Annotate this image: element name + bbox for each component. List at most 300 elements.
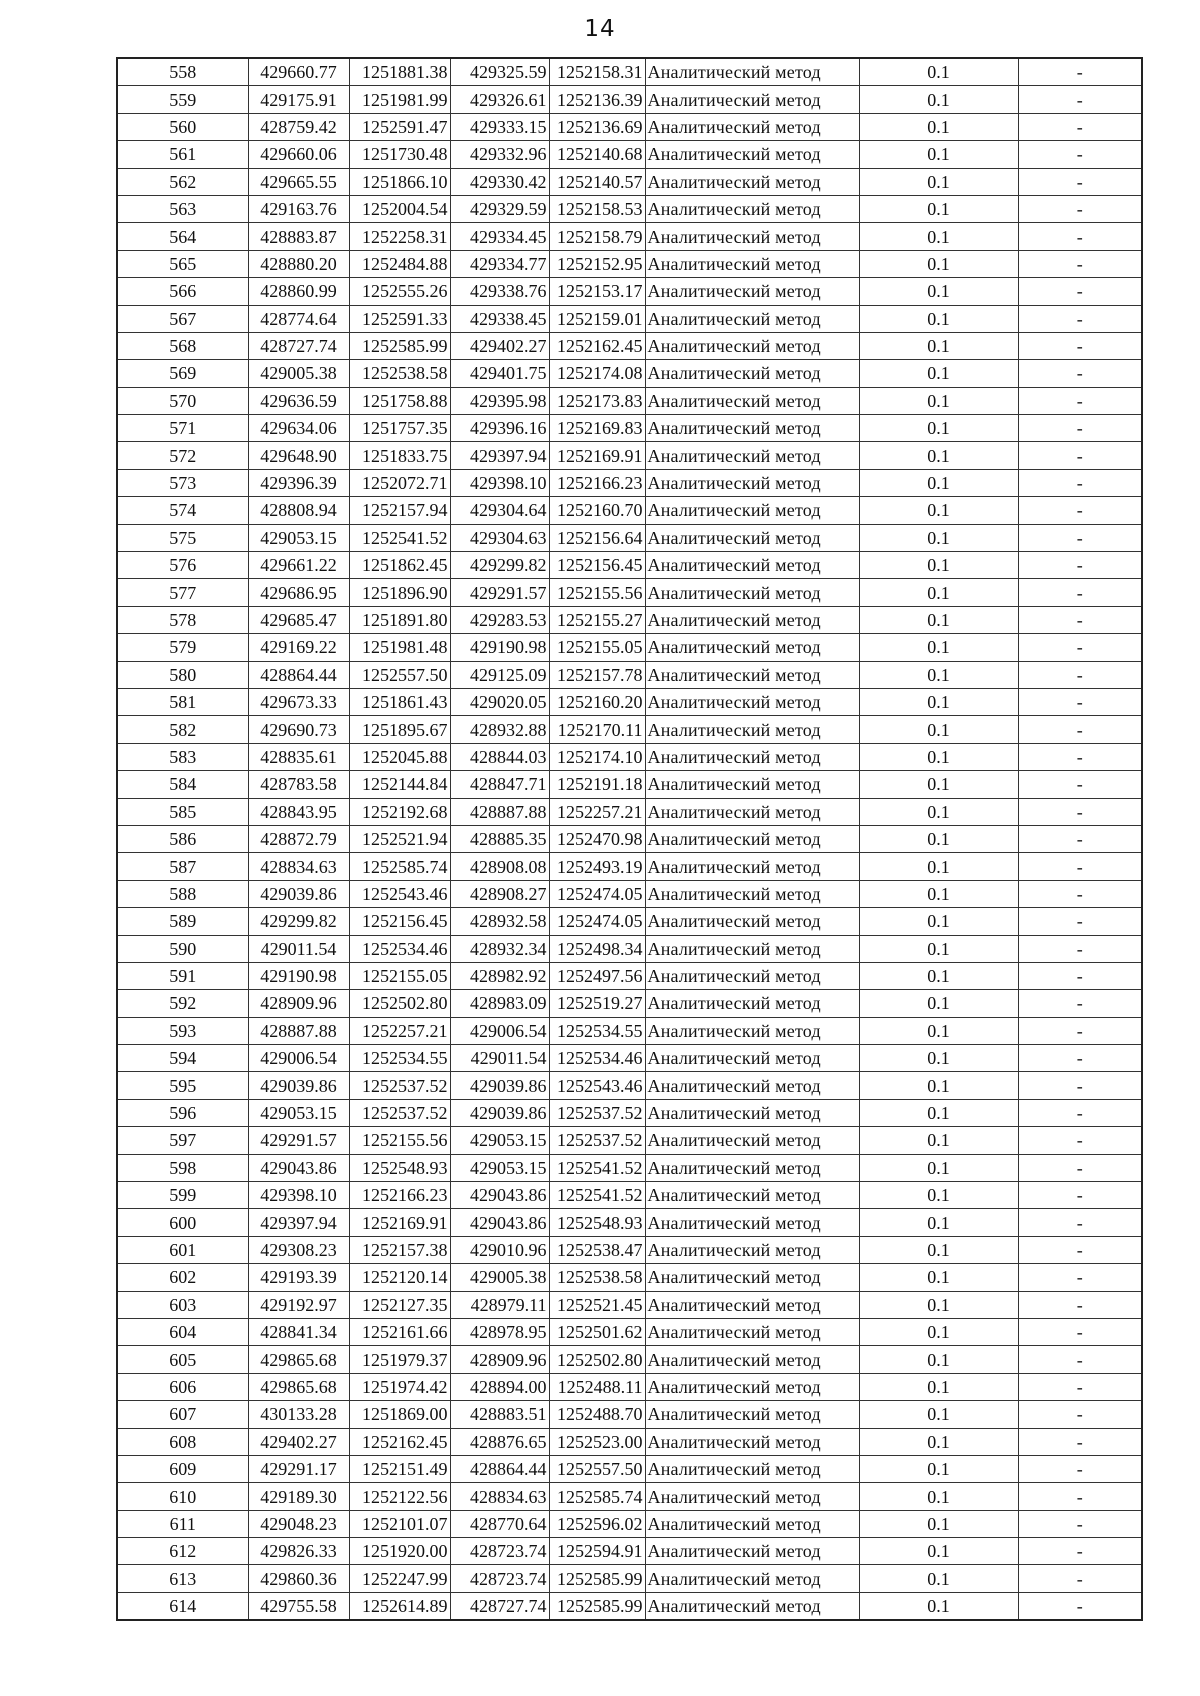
note-cell: - [1018,1045,1142,1072]
table-row [117,1346,1142,1373]
accuracy-cell: 0.1 [859,634,1018,661]
accuracy-cell: 0.1 [859,141,1018,168]
y-start-cell: 1251862.45 [349,552,450,579]
y-end-cell: 1252136.69 [549,113,645,140]
x-start-cell: 429291.17 [248,1455,349,1482]
y-start-cell: 1251891.80 [349,606,450,633]
y-end-cell: 1252523.00 [549,1428,645,1455]
x-start-cell: 428834.63 [248,853,349,880]
y-start-cell: 1252169.91 [349,1209,450,1236]
x-start-cell: 429011.54 [248,935,349,962]
table-row [117,661,1142,688]
table-row [117,1209,1142,1236]
note-cell: - [1018,1072,1142,1099]
x-start-cell: 428759.42 [248,113,349,140]
x-end-cell: 428723.74 [450,1565,549,1592]
x-end-cell: 428834.63 [450,1483,549,1510]
x-start-cell: 429053.15 [248,1099,349,1126]
point-number-cell: 614 [117,1592,248,1620]
note-cell: - [1018,415,1142,442]
method-cell: Аналитический метод [645,223,859,250]
y-start-cell: 1252541.52 [349,524,450,551]
accuracy-cell: 0.1 [859,86,1018,113]
point-number-cell: 600 [117,1209,248,1236]
note-cell: - [1018,908,1142,935]
method-cell: Аналитический метод [645,716,859,743]
note-cell: - [1018,1592,1142,1620]
x-start-cell: 429396.39 [248,469,349,496]
table-row [117,223,1142,250]
accuracy-cell: 0.1 [859,1346,1018,1373]
point-number-cell: 582 [117,716,248,743]
point-number-cell: 561 [117,141,248,168]
point-number-cell: 565 [117,250,248,277]
y-end-cell: 1252534.55 [549,1017,645,1044]
accuracy-cell: 0.1 [859,250,1018,277]
y-end-cell: 1252470.98 [549,825,645,852]
y-end-cell: 1252153.17 [549,278,645,305]
y-start-cell: 1252258.31 [349,223,450,250]
x-end-cell: 428978.95 [450,1318,549,1345]
y-start-cell: 1251833.75 [349,442,450,469]
accuracy-cell: 0.1 [859,1318,1018,1345]
table-row [117,743,1142,770]
y-start-cell: 1252151.49 [349,1455,450,1482]
note-cell: - [1018,442,1142,469]
point-number-cell: 593 [117,1017,248,1044]
x-start-cell: 429860.36 [248,1565,349,1592]
x-end-cell: 429291.57 [450,579,549,606]
x-end-cell: 428983.09 [450,990,549,1017]
accuracy-cell: 0.1 [859,880,1018,907]
accuracy-cell: 0.1 [859,1373,1018,1400]
x-end-cell: 429398.10 [450,469,549,496]
point-number-cell: 610 [117,1483,248,1510]
method-cell: Аналитический метод [645,1318,859,1345]
table-row [117,634,1142,661]
note-cell: - [1018,1318,1142,1345]
x-start-cell: 429397.94 [248,1209,349,1236]
method-cell: Аналитический метод [645,825,859,852]
note-cell: - [1018,1538,1142,1565]
x-start-cell: 428774.64 [248,305,349,332]
y-end-cell: 1252174.08 [549,360,645,387]
accuracy-cell: 0.1 [859,1401,1018,1428]
x-start-cell: 429665.55 [248,168,349,195]
accuracy-cell: 0.1 [859,1291,1018,1318]
note-cell: - [1018,990,1142,1017]
x-start-cell: 428783.58 [248,771,349,798]
method-cell: Аналитический метод [645,387,859,414]
accuracy-cell: 0.1 [859,1455,1018,1482]
x-end-cell: 429283.53 [450,606,549,633]
method-cell: Аналитический метод [645,1428,859,1455]
x-start-cell: 429402.27 [248,1428,349,1455]
y-start-cell: 1251869.00 [349,1401,450,1428]
accuracy-cell: 0.1 [859,661,1018,688]
y-start-cell: 1251896.90 [349,579,450,606]
method-cell: Аналитический метод [645,1099,859,1126]
y-start-cell: 1252161.66 [349,1318,450,1345]
x-start-cell: 429865.68 [248,1373,349,1400]
table-row [117,86,1142,113]
y-start-cell: 1252247.99 [349,1565,450,1592]
x-start-cell: 428883.87 [248,223,349,250]
table-row [117,880,1142,907]
note-cell: - [1018,579,1142,606]
note-cell: - [1018,1346,1142,1373]
note-cell: - [1018,1236,1142,1263]
x-end-cell: 429402.27 [450,332,549,359]
y-end-cell: 1252140.68 [549,141,645,168]
table-row [117,1510,1142,1537]
note-cell: - [1018,1182,1142,1209]
point-number-cell: 570 [117,387,248,414]
y-end-cell: 1252497.56 [549,962,645,989]
accuracy-cell: 0.1 [859,853,1018,880]
x-end-cell: 429332.96 [450,141,549,168]
table-row [117,58,1142,86]
y-end-cell: 1252537.52 [549,1127,645,1154]
y-start-cell: 1251981.99 [349,86,450,113]
accuracy-cell: 0.1 [859,195,1018,222]
y-start-cell: 1252120.14 [349,1264,450,1291]
x-start-cell: 429192.97 [248,1291,349,1318]
y-start-cell: 1252543.46 [349,880,450,907]
y-start-cell: 1251881.38 [349,58,450,86]
table-row [117,250,1142,277]
method-cell: Аналитический метод [645,743,859,770]
note-cell: - [1018,935,1142,962]
accuracy-cell: 0.1 [859,1592,1018,1620]
x-end-cell: 429329.59 [450,195,549,222]
note-cell: - [1018,552,1142,579]
x-end-cell: 428932.58 [450,908,549,935]
table-row [117,387,1142,414]
method-cell: Аналитический метод [645,1592,859,1620]
x-start-cell: 428808.94 [248,497,349,524]
point-number-cell: 605 [117,1346,248,1373]
table-row [117,688,1142,715]
accuracy-cell: 0.1 [859,360,1018,387]
note-cell: - [1018,1483,1142,1510]
y-end-cell: 1252156.64 [549,524,645,551]
note-cell: - [1018,1565,1142,1592]
point-number-cell: 607 [117,1401,248,1428]
table-row [117,1236,1142,1263]
point-number-cell: 576 [117,552,248,579]
note-cell: - [1018,661,1142,688]
accuracy-cell: 0.1 [859,524,1018,551]
method-cell: Аналитический метод [645,469,859,496]
point-number-cell: 588 [117,880,248,907]
y-start-cell: 1252534.55 [349,1045,450,1072]
y-end-cell: 1252257.21 [549,798,645,825]
x-start-cell: 429053.15 [248,524,349,551]
table-row [117,1592,1142,1620]
table-row [117,935,1142,962]
x-end-cell: 428844.03 [450,743,549,770]
point-number-cell: 594 [117,1045,248,1072]
note-cell: - [1018,1401,1142,1428]
table-row [117,1401,1142,1428]
accuracy-cell: 0.1 [859,579,1018,606]
note-cell: - [1018,1264,1142,1291]
y-end-cell: 1252596.02 [549,1510,645,1537]
y-end-cell: 1252502.80 [549,1346,645,1373]
point-number-cell: 574 [117,497,248,524]
method-cell: Аналитический метод [645,1127,859,1154]
accuracy-cell: 0.1 [859,415,1018,442]
x-end-cell: 429010.96 [450,1236,549,1263]
x-end-cell: 429395.98 [450,387,549,414]
y-end-cell: 1252174.10 [549,743,645,770]
method-cell: Аналитический метод [645,1291,859,1318]
note-cell: - [1018,1127,1142,1154]
point-number-cell: 569 [117,360,248,387]
point-number-cell: 579 [117,634,248,661]
point-number-cell: 612 [117,1538,248,1565]
note-cell: - [1018,278,1142,305]
y-start-cell: 1251730.48 [349,141,450,168]
y-start-cell: 1252155.56 [349,1127,450,1154]
y-start-cell: 1252192.68 [349,798,450,825]
y-start-cell: 1252591.33 [349,305,450,332]
method-cell: Аналитический метод [645,1565,859,1592]
table-row [117,1291,1142,1318]
table-row [117,1373,1142,1400]
y-end-cell: 1252534.46 [549,1045,645,1072]
note-cell: - [1018,716,1142,743]
x-start-cell: 430133.28 [248,1401,349,1428]
method-cell: Аналитический метод [645,415,859,442]
y-start-cell: 1252122.56 [349,1483,450,1510]
x-start-cell: 429686.95 [248,579,349,606]
y-end-cell: 1252169.91 [549,442,645,469]
x-end-cell: 428982.92 [450,962,549,989]
table-row [117,716,1142,743]
y-end-cell: 1252548.93 [549,1209,645,1236]
accuracy-cell: 0.1 [859,962,1018,989]
note-cell: - [1018,1428,1142,1455]
accuracy-cell: 0.1 [859,1428,1018,1455]
note-cell: - [1018,1455,1142,1482]
accuracy-cell: 0.1 [859,908,1018,935]
point-number-cell: 604 [117,1318,248,1345]
accuracy-cell: 0.1 [859,1072,1018,1099]
point-number-cell: 577 [117,579,248,606]
method-cell: Аналитический метод [645,1236,859,1263]
method-cell: Аналитический метод [645,853,859,880]
x-start-cell: 429690.73 [248,716,349,743]
y-start-cell: 1252614.89 [349,1592,450,1620]
x-end-cell: 428723.74 [450,1538,549,1565]
point-number-cell: 606 [117,1373,248,1400]
y-end-cell: 1252173.83 [549,387,645,414]
y-end-cell: 1252498.34 [549,935,645,962]
accuracy-cell: 0.1 [859,825,1018,852]
x-end-cell: 429330.42 [450,168,549,195]
x-end-cell: 428909.96 [450,1346,549,1373]
point-number-cell: 601 [117,1236,248,1263]
y-start-cell: 1251981.48 [349,634,450,661]
table-row [117,332,1142,359]
method-cell: Аналитический метод [645,1401,859,1428]
y-start-cell: 1251974.42 [349,1373,450,1400]
y-start-cell: 1252557.50 [349,661,450,688]
y-end-cell: 1252493.19 [549,853,645,880]
x-start-cell: 429661.22 [248,552,349,579]
accuracy-cell: 0.1 [859,497,1018,524]
y-start-cell: 1251861.43 [349,688,450,715]
point-number-cell: 573 [117,469,248,496]
y-start-cell: 1252534.46 [349,935,450,962]
table-row [117,771,1142,798]
method-cell: Аналитический метод [645,1538,859,1565]
accuracy-cell: 0.1 [859,1099,1018,1126]
table-row [117,1318,1142,1345]
y-start-cell: 1252585.99 [349,332,450,359]
table-row [117,278,1142,305]
x-start-cell: 428887.88 [248,1017,349,1044]
x-start-cell: 429043.86 [248,1154,349,1181]
x-end-cell: 429333.15 [450,113,549,140]
point-number-cell: 589 [117,908,248,935]
y-start-cell: 1252521.94 [349,825,450,852]
point-number-cell: 562 [117,168,248,195]
point-number-cell: 611 [117,1510,248,1537]
x-end-cell: 429043.86 [450,1182,549,1209]
y-end-cell: 1252140.57 [549,168,645,195]
method-cell: Аналитический метод [645,141,859,168]
x-start-cell: 429673.33 [248,688,349,715]
point-number-cell: 613 [117,1565,248,1592]
x-end-cell: 429401.75 [450,360,549,387]
note-cell: - [1018,524,1142,551]
note-cell: - [1018,58,1142,86]
y-end-cell: 1252537.52 [549,1099,645,1126]
x-end-cell: 429338.76 [450,278,549,305]
method-cell: Аналитический метод [645,1373,859,1400]
table-row [117,305,1142,332]
note-cell: - [1018,1099,1142,1126]
x-end-cell: 429334.45 [450,223,549,250]
accuracy-cell: 0.1 [859,387,1018,414]
note-cell: - [1018,634,1142,661]
x-end-cell: 429043.86 [450,1209,549,1236]
y-start-cell: 1252257.21 [349,1017,450,1044]
y-start-cell: 1251979.37 [349,1346,450,1373]
y-end-cell: 1252155.27 [549,606,645,633]
note-cell: - [1018,195,1142,222]
method-cell: Аналитический метод [645,552,859,579]
y-end-cell: 1252166.23 [549,469,645,496]
method-cell: Аналитический метод [645,634,859,661]
accuracy-cell: 0.1 [859,1209,1018,1236]
note-cell: - [1018,168,1142,195]
note-cell: - [1018,1291,1142,1318]
point-number-cell: 597 [117,1127,248,1154]
accuracy-cell: 0.1 [859,743,1018,770]
y-start-cell: 1251866.10 [349,168,450,195]
table-row [117,195,1142,222]
method-cell: Аналитический метод [645,990,859,1017]
y-end-cell: 1252169.83 [549,415,645,442]
method-cell: Аналитический метод [645,1072,859,1099]
point-number-cell: 575 [117,524,248,551]
x-end-cell: 428770.64 [450,1510,549,1537]
method-cell: Аналитический метод [645,497,859,524]
table-row [117,1099,1142,1126]
y-start-cell: 1252157.94 [349,497,450,524]
x-start-cell: 428841.34 [248,1318,349,1345]
table-row [117,579,1142,606]
x-start-cell: 429039.86 [248,1072,349,1099]
accuracy-cell: 0.1 [859,552,1018,579]
table-row [117,442,1142,469]
y-start-cell: 1252072.71 [349,469,450,496]
x-start-cell: 428860.99 [248,278,349,305]
point-number-cell: 578 [117,606,248,633]
y-start-cell: 1252591.47 [349,113,450,140]
x-end-cell: 429334.77 [450,250,549,277]
table-row [117,1045,1142,1072]
point-number-cell: 564 [117,223,248,250]
x-start-cell: 429826.33 [248,1538,349,1565]
y-end-cell: 1252191.18 [549,771,645,798]
y-end-cell: 1252170.11 [549,716,645,743]
point-number-cell: 558 [117,58,248,86]
method-cell: Аналитический метод [645,688,859,715]
accuracy-cell: 0.1 [859,442,1018,469]
note-cell: - [1018,305,1142,332]
note-cell: - [1018,853,1142,880]
x-end-cell: 428894.00 [450,1373,549,1400]
y-start-cell: 1252156.45 [349,908,450,935]
point-number-cell: 591 [117,962,248,989]
method-cell: Аналитический метод [645,305,859,332]
note-cell: - [1018,113,1142,140]
x-start-cell: 428864.44 [248,661,349,688]
accuracy-cell: 0.1 [859,606,1018,633]
method-cell: Аналитический метод [645,360,859,387]
y-end-cell: 1252538.47 [549,1236,645,1263]
note-cell: - [1018,771,1142,798]
point-number-cell: 581 [117,688,248,715]
table-row [117,552,1142,579]
y-start-cell: 1252045.88 [349,743,450,770]
method-cell: Аналитический метод [645,86,859,113]
table-row [117,1428,1142,1455]
y-end-cell: 1252541.52 [549,1154,645,1181]
accuracy-cell: 0.1 [859,1236,1018,1263]
y-end-cell: 1252501.62 [549,1318,645,1345]
x-end-cell: 429325.59 [450,58,549,86]
x-end-cell: 429299.82 [450,552,549,579]
y-end-cell: 1252557.50 [549,1455,645,1482]
y-end-cell: 1252156.45 [549,552,645,579]
y-end-cell: 1252159.01 [549,305,645,332]
y-end-cell: 1252157.78 [549,661,645,688]
method-cell: Аналитический метод [645,113,859,140]
table-row [117,1072,1142,1099]
x-end-cell: 428727.74 [450,1592,549,1620]
table-row [117,415,1142,442]
x-end-cell: 428979.11 [450,1291,549,1318]
point-number-cell: 587 [117,853,248,880]
x-start-cell: 429634.06 [248,415,349,442]
note-cell: - [1018,743,1142,770]
